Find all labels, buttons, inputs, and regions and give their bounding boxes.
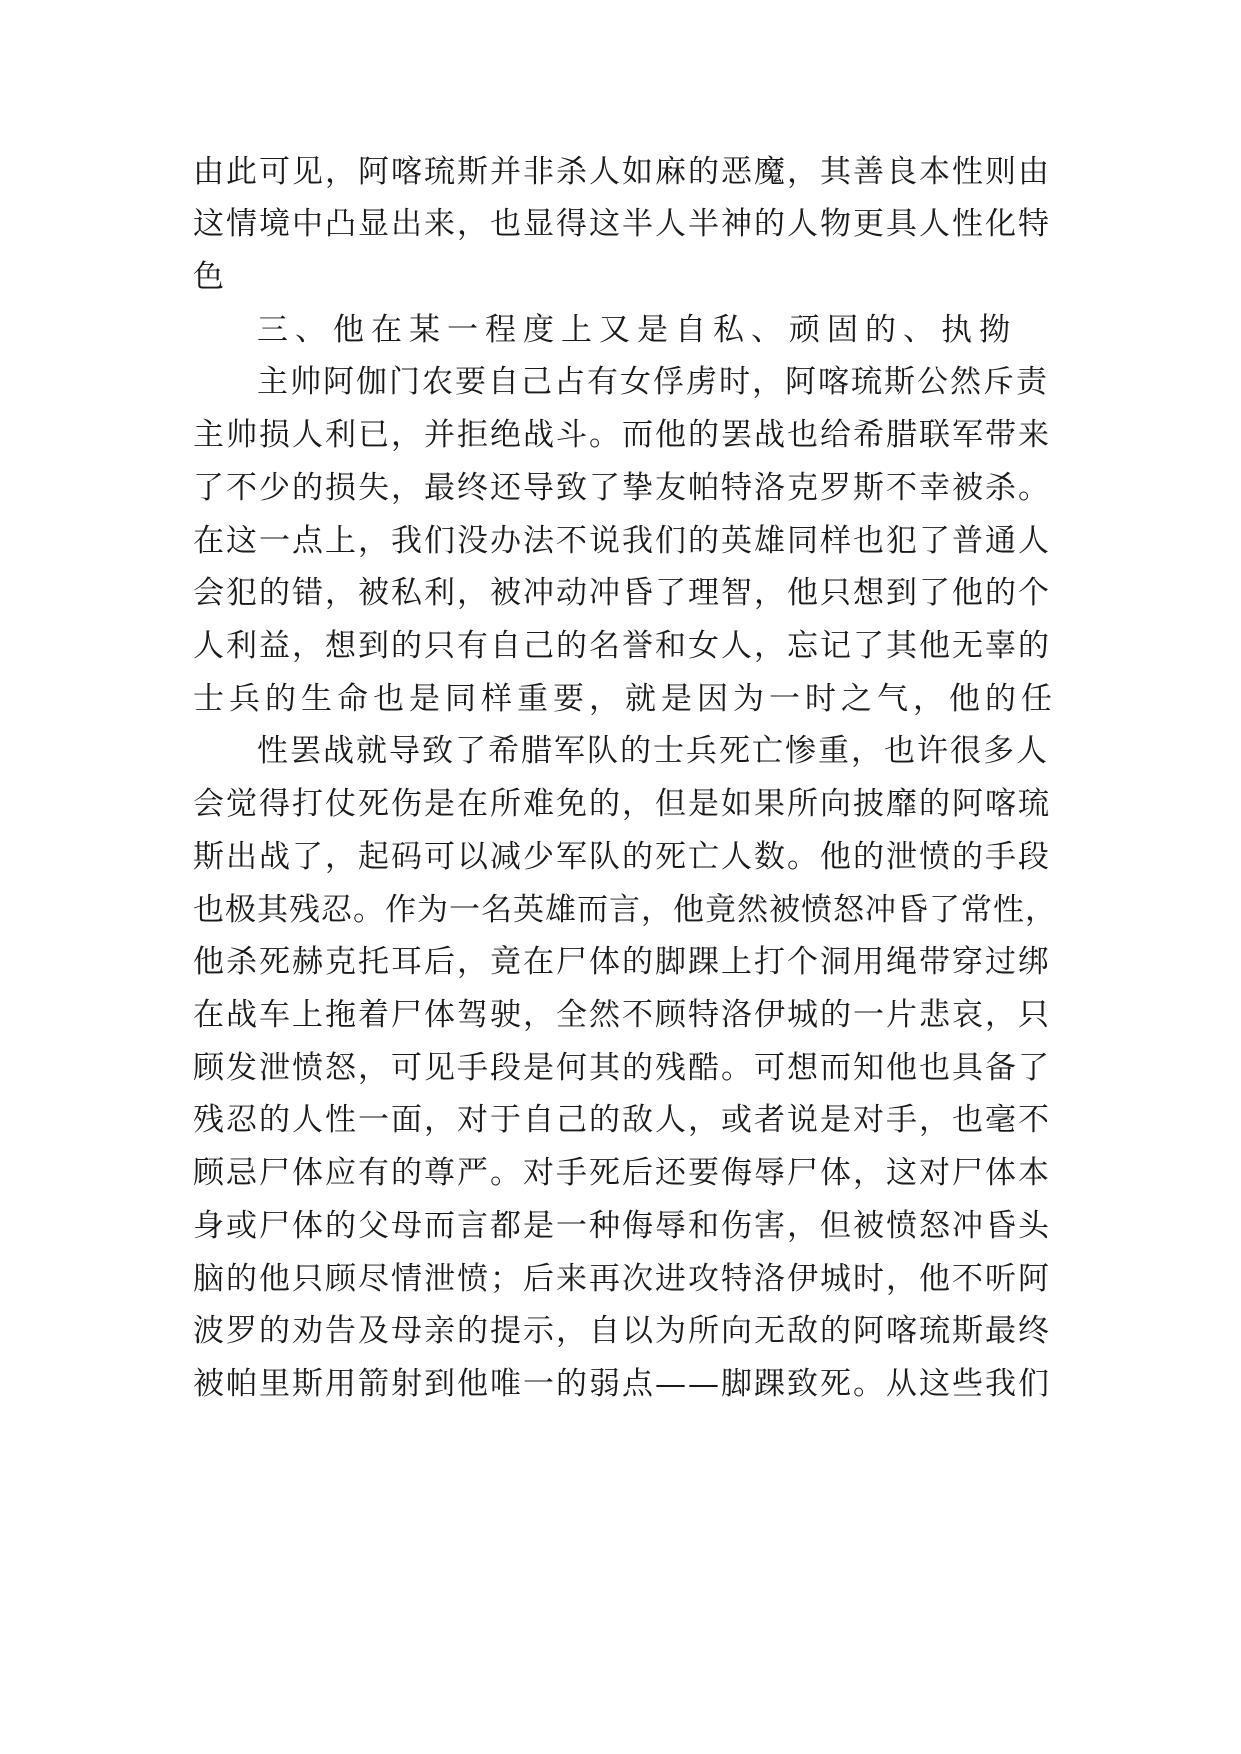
text-line: 会犯的错，被私利，被冲动冲昏了理智，他只想到了他的个 — [193, 575, 1051, 611]
text-line: 主帅阿伽门农要自己占有女俘虏时，阿喀琉斯公然斥责 — [257, 364, 1049, 400]
text-line: 他杀死赫克托耳后，竟在尸体的脚踝上打个洞用绳带穿过绑 — [193, 944, 1051, 980]
text-line: 主帅损人利已，并拒绝战斗。而他的罢战也给希腊联军带来 — [193, 417, 1051, 453]
text-line: 顾忌尸体应有的尊严。对手死后还要侮辱尸体，这对尸体本 — [193, 1155, 1051, 1191]
text-line: 这情境中凸显出来，也显得这半人半神的人物更具人性化特 — [193, 206, 1051, 242]
text-line: 人利益，想到的只有自己的名誉和女人，忘记了其他无辜的 — [193, 628, 1051, 664]
section-heading: 三、他在某一程度上又是自私、顽固的、执拗 — [257, 312, 1017, 348]
text-line: 脑的他只顾尽情泄愤；后来再次进攻特洛伊城时，他不听阿 — [193, 1261, 1051, 1297]
text-line: 在这一点上，我们没办法不说我们的英雄同样也犯了普通人 — [193, 523, 1051, 559]
text-line: 会觉得打仗死伤是在所难免的，但是如果所向披靡的阿喀琉 — [193, 786, 1051, 822]
text-line: 了不少的损失，最终还导致了挚友帕特洛克罗斯不幸被杀。 — [193, 470, 1051, 506]
text-line: 也极其残忍。作为一名英雄而言，他竟然被愤怒冲昏了常性， — [193, 892, 1057, 928]
text-line: 残忍的人性一面，对于自己的敌人，或者说是对手，也毫不 — [193, 1102, 1051, 1138]
text-line: 身或尸体的父母而言都是一种侮辱和伤害，但被愤怒冲昏头 — [193, 1208, 1051, 1244]
text-line: 波罗的劝告及母亲的提示，自以为所向无敌的阿喀琉斯最终 — [193, 1313, 1051, 1349]
text-line: 性罢战就导致了希腊军队的士兵死亡惨重，也许很多人 — [257, 733, 1049, 769]
text-line: 由此可见，阿喀琉斯并非杀人如麻的恶魔，其善良本性则由 — [193, 154, 1051, 190]
text-line: 顾发泄愤怒，可见手段是何其的残酷。可想而知他也具备了 — [193, 1050, 1051, 1086]
text-line: 士兵的生命也是同样重要，就是因为一时之气，他的任 — [193, 681, 1057, 717]
text-line: 被帕里斯用箭射到他唯一的弱点——脚踝致死。从这些我们 — [193, 1366, 1051, 1402]
text-line: 色 — [193, 259, 231, 295]
text-line: 在战车上拖着尸体驾驶，全然不顾特洛伊城的一片悲哀，只 — [193, 997, 1051, 1033]
text-line: 斯出战了，起码可以减少军队的死亡人数。他的泄愤的手段 — [193, 839, 1051, 875]
